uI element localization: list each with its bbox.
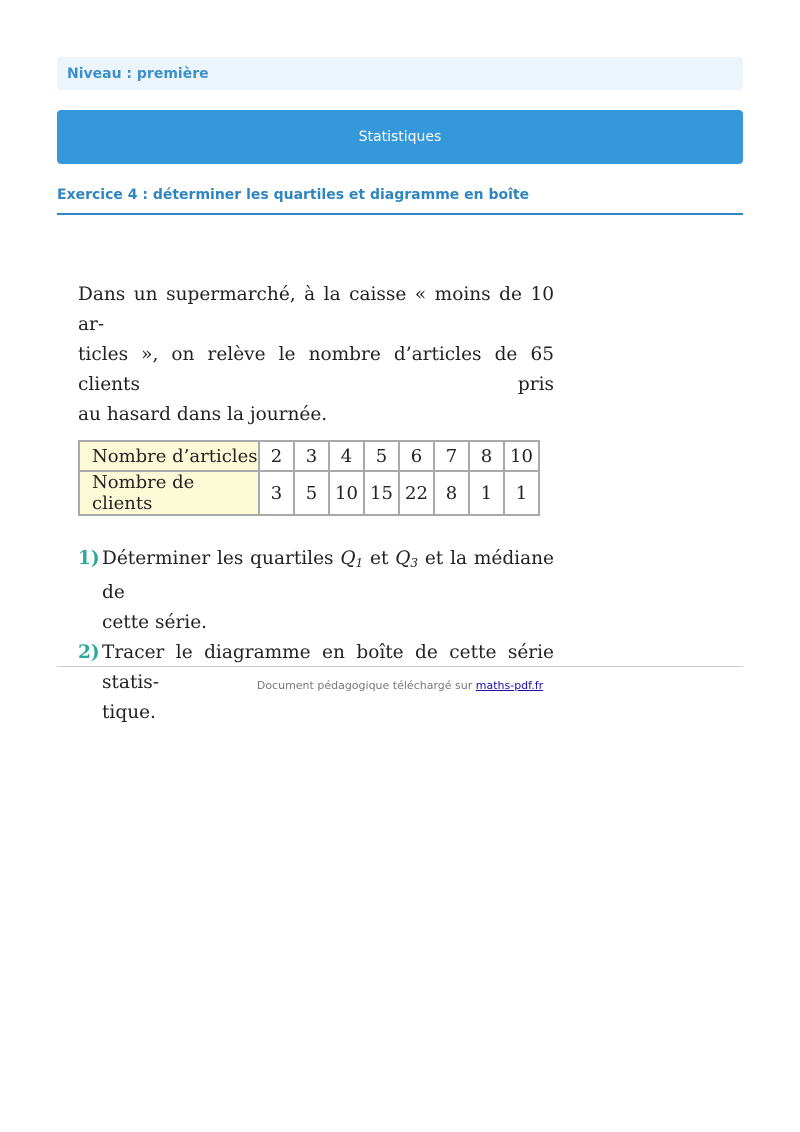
footer-link[interactable]: maths-pdf.fr — [475, 679, 544, 692]
footer-text: Document pédagogique téléchargé sur — [256, 679, 476, 692]
question-number: 2) — [78, 642, 100, 663]
exercise-intro — [78, 280, 554, 430]
quartile-index: 1 — [355, 556, 364, 570]
table-row-articles — [79, 441, 539, 471]
q3-symbol — [395, 548, 418, 569]
row-header-articles: Nombre d’articles — [79, 441, 259, 471]
question-text: Déterminer les quartiles — [102, 548, 341, 569]
quartile-letter: Q — [395, 548, 411, 569]
row-header-clients: Nombre de clients — [79, 471, 259, 515]
question-line: cette série. — [102, 612, 208, 633]
table-cell: 6 — [399, 441, 434, 471]
table-cell: 15 — [364, 471, 399, 515]
q1-symbol — [340, 548, 363, 569]
table-cell: 4 — [329, 441, 364, 471]
table-cell: 8 — [434, 471, 469, 515]
question-1 — [78, 544, 554, 638]
table-cell: 1 — [504, 471, 539, 515]
quartile-index: 3 — [410, 556, 419, 570]
table-cell: 22 — [399, 471, 434, 515]
question-line: Tracer le diagramme en boîte de cette série statis- — [102, 642, 554, 693]
table-cell: 1 — [469, 471, 504, 515]
exercise-body — [78, 280, 554, 728]
question-line: tique. — [102, 702, 156, 723]
level-label: Niveau : première — [57, 57, 743, 90]
table-cell: 3 — [294, 441, 329, 471]
table-cell: 10 — [504, 441, 539, 471]
data-table — [78, 440, 540, 516]
intro-line: ticles », on relève le nombre d’articles de 65 clients pris — [78, 344, 554, 395]
table-cell: 7 — [434, 441, 469, 471]
topic-banner: Statistiques — [57, 110, 743, 164]
exercise-title: Exercice 4 : déterminer les quartiles et diagramme en boîte — [57, 185, 743, 215]
table-row-clients — [79, 471, 539, 515]
question-number: 1) — [78, 548, 100, 569]
question-list — [78, 544, 554, 728]
table-cell: 8 — [469, 441, 504, 471]
quartile-letter: Q — [340, 548, 356, 569]
table-cell: 2 — [259, 441, 294, 471]
question-line — [102, 544, 554, 608]
footer — [57, 679, 743, 692]
table-cell: 3 — [259, 471, 294, 515]
table-cell: 5 — [294, 471, 329, 515]
intro-line: au hasard dans la journée. — [78, 404, 328, 425]
footer-divider — [57, 666, 743, 667]
table-cell: 5 — [364, 441, 399, 471]
intro-line: Dans un supermarché, à la caisse « moins de 10 ar- — [78, 284, 554, 335]
question-text: et la médiane de — [102, 548, 554, 603]
table-cell: 10 — [329, 471, 364, 515]
question-text: et — [363, 548, 396, 569]
